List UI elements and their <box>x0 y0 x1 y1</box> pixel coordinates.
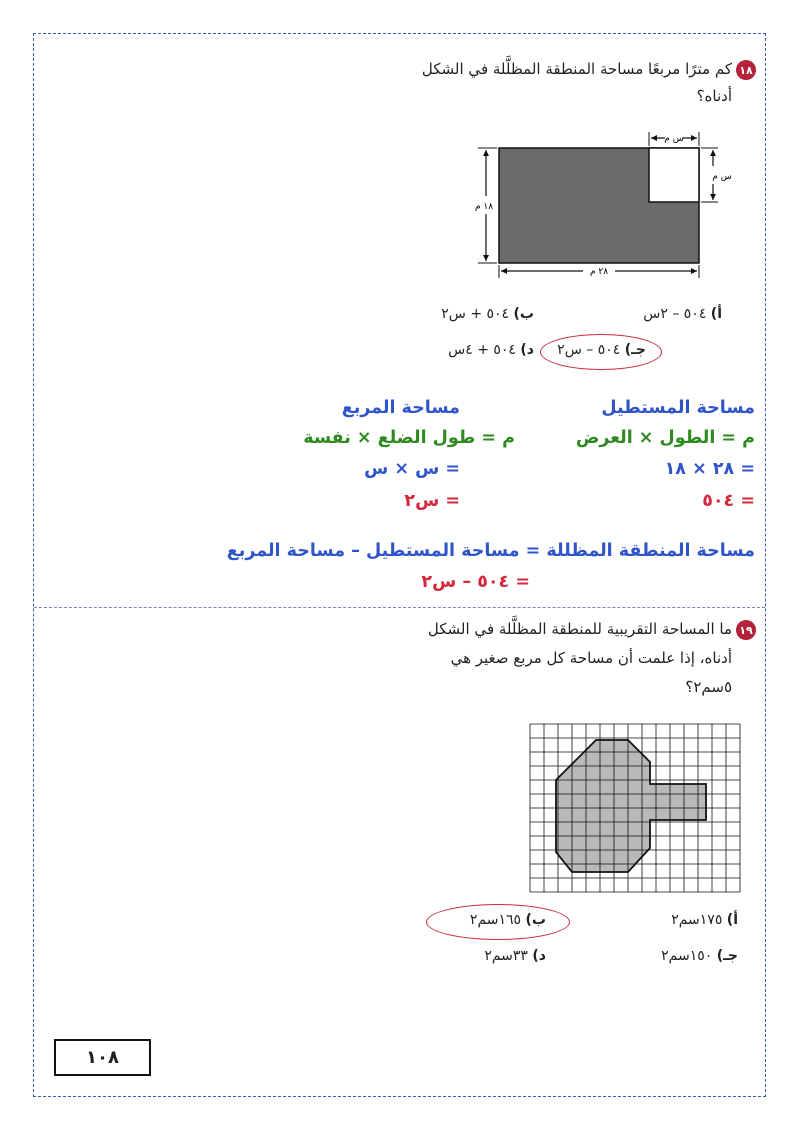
q19-option-b-letter: ب) <box>525 912 546 928</box>
solution-rect-result: = ٥٠٤ <box>702 491 755 511</box>
question-19-grid-figure <box>524 722 748 894</box>
question-19-text-line2: أدناه، إذا علمت أن مساحة كل مربع صغير هي <box>450 649 732 667</box>
q19-option-a[interactable] <box>671 912 738 928</box>
q18-option-d[interactable] <box>448 342 534 358</box>
question-18-number-badge: ١٨ <box>736 60 756 80</box>
solution-rect-title: مساحة المستطيل <box>601 398 755 418</box>
q19-option-d-letter: د) <box>532 948 546 964</box>
q18-option-b-letter: ب) <box>513 306 534 322</box>
cut-square <box>649 148 699 202</box>
q19-option-a-text: ١٧٥سم٢ <box>671 912 723 928</box>
q19-option-b[interactable] <box>470 912 546 928</box>
page-number-box <box>54 1039 151 1076</box>
solution-rect-step1: = ٢٨ × ١٨ <box>664 459 755 479</box>
question-18-text-line2: أدناه؟ <box>696 87 732 105</box>
shaded-irregular-shape <box>556 740 706 872</box>
question-18-text-line1: كم مترًا مربعًا مساحة المنطقة المظلَّلة في الشكل <box>421 60 732 78</box>
q19-option-c[interactable] <box>661 948 738 964</box>
question-19-text-line1: ما المساحة التقريبية للمنطقة المظلَّلة في الشكل <box>427 620 732 638</box>
solution-square-result: = س٢ <box>404 491 460 511</box>
solution-shaded-result: = ٥٠٤ – س٢ <box>421 572 530 592</box>
q18-option-b-text: ٥٠٤ + س٢ <box>441 306 510 322</box>
q19-option-d-text: ٣٣سم٢ <box>484 948 528 964</box>
dim-x-side-label: س م <box>712 172 732 182</box>
q18-option-c-letter: جـ) <box>624 342 646 358</box>
q18-option-c[interactable] <box>557 342 646 358</box>
q19-option-b-text: ١٦٥سم٢ <box>469 912 522 928</box>
dim-height-label: ١٨ م <box>474 202 494 212</box>
question-18-rectangle-figure <box>468 128 738 278</box>
question-19-number-badge: ١٩ <box>736 620 756 640</box>
q18-option-a-text: ٥٠٤ – ٢س <box>643 306 707 322</box>
q18-option-d-text: ٥٠٤ + ٤س <box>448 342 516 358</box>
q18-option-a-letter: أ) <box>710 306 722 322</box>
solution-square-title: مساحة المربع <box>341 398 460 418</box>
page-number: ١٠٨ <box>86 1047 119 1068</box>
solution-shaded-formula: مساحة المنطقة المظللة = مساحة المستطيل – مساحة المربع <box>226 541 755 561</box>
q18-option-b[interactable] <box>441 306 534 322</box>
q19-option-d[interactable] <box>484 948 546 964</box>
solution-square-step1: = س × س <box>364 459 460 479</box>
q18-option-a[interactable] <box>643 306 722 322</box>
solution-rect-formula: م = الطول × العرض <box>575 428 755 448</box>
q18-option-c-text: ٥٠٤ – س٢ <box>557 342 621 358</box>
solution-square-formula: م = طول الضلع × نفسة <box>303 428 515 448</box>
section-divider <box>34 607 765 608</box>
dim-width-label: ٢٨ م <box>589 267 609 277</box>
dim-x-top-label: س م <box>664 134 684 144</box>
q19-option-c-text: ١٥٠سم٢ <box>661 948 713 964</box>
question-19-text-line3: ٥سم٢؟ <box>685 678 732 696</box>
q18-option-d-letter: د) <box>520 342 534 358</box>
q19-option-a-letter: أ) <box>726 912 738 928</box>
q19-option-c-letter: جـ) <box>716 948 738 964</box>
